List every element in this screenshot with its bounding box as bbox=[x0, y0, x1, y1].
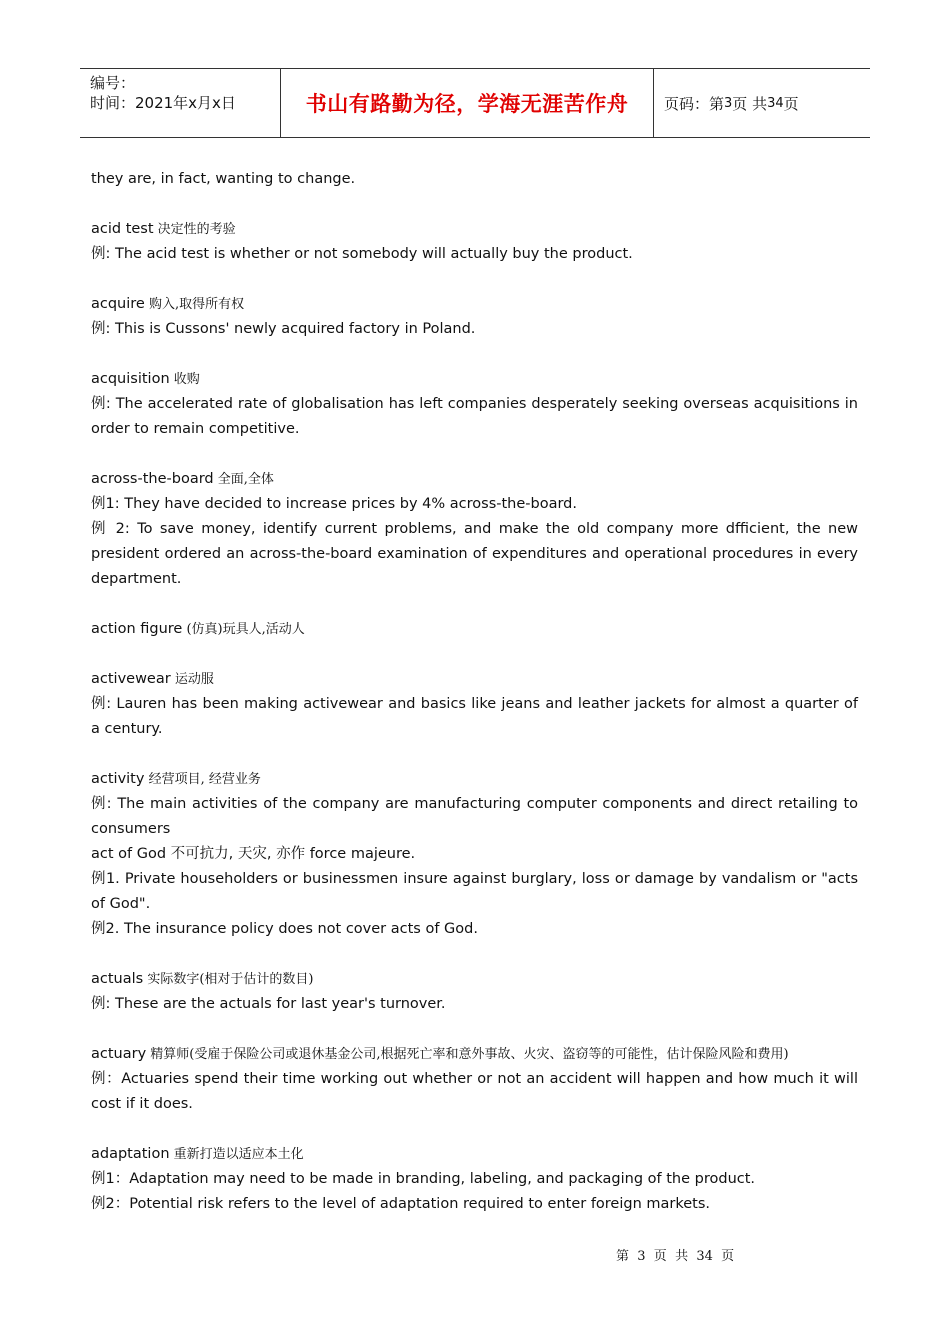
entry-example: 例: The main activities of the company are manufacturing computer components and direct retailing to consumers bbox=[91, 796, 863, 837]
entry-spacer bbox=[91, 267, 858, 292]
entry-heading bbox=[91, 767, 858, 792]
entry-translation: 购入,取得所有权 bbox=[144, 297, 245, 312]
entry-translation: (仿真)玩具人,活动人 bbox=[182, 622, 305, 637]
entry-spacer bbox=[91, 192, 858, 217]
entry-example: 例1. Private householders or businessmen insure against burglary, loss or damage by vandalism or "acts of God". bbox=[91, 871, 863, 912]
entry-heading bbox=[91, 292, 858, 317]
document-number-label: 编号： bbox=[90, 74, 136, 92]
entry-translation: 收购 bbox=[169, 372, 200, 387]
entry-heading bbox=[91, 1142, 858, 1167]
header-motto: 书山有路勤为径，学海无涯苦作舟 bbox=[281, 69, 654, 137]
entry-translation: 全面,全体 bbox=[213, 472, 274, 487]
page-mid: 页 共 bbox=[732, 94, 768, 113]
entry-example: 例: Lauren has been making activewear and basics like jeans and leather jackets for almost a quarter of a century. bbox=[91, 696, 863, 737]
entry-translation: 重新打造以适应本土化 bbox=[169, 1147, 304, 1162]
entry-heading bbox=[91, 217, 858, 242]
entry-spacer bbox=[91, 1017, 858, 1042]
entry-heading bbox=[91, 467, 858, 492]
entry-example: 例: The acid test is whether or not somebody will actually buy the product. bbox=[91, 246, 633, 262]
entry-term: acid test bbox=[91, 221, 154, 237]
glossary-entry bbox=[91, 1142, 858, 1217]
entry-term: actuals bbox=[91, 971, 144, 987]
entry-spacer bbox=[91, 1117, 858, 1142]
entry-example: they are, in fact, wanting to change. bbox=[91, 171, 356, 187]
entry-spacer bbox=[91, 442, 858, 467]
footer-page-number: 第 3 页 共 34 页 bbox=[616, 1249, 735, 1264]
glossary-entry bbox=[91, 467, 863, 592]
page-total: 34 bbox=[767, 95, 784, 111]
entry-heading bbox=[91, 1042, 858, 1067]
entry-spacer bbox=[91, 942, 858, 967]
glossary-entry bbox=[91, 667, 863, 742]
page-header bbox=[80, 68, 870, 138]
entry-example: 例: This is Cussons' newly acquired factory in Poland. bbox=[91, 321, 476, 337]
entry-translation: 运动服 bbox=[170, 672, 214, 687]
glossary-entry bbox=[91, 617, 858, 642]
entry-translation: 精算师(受雇于保险公司或退休基金公司,根据死亡率和意外事故、火灾、盗窃等的可能性，估计保险风险和费用) bbox=[146, 1047, 789, 1062]
entry-example: 例: The accelerated rate of globalisation has left companies desperately seeking overseas acquisitions in order to remain competitive. bbox=[91, 396, 863, 437]
entry-example: 例1: They have decided to increase prices by 4% across-the-board. bbox=[91, 496, 577, 512]
entry-heading bbox=[91, 367, 858, 392]
glossary-entry bbox=[91, 292, 858, 342]
entry-term: activewear bbox=[91, 671, 171, 687]
entry-example: 例 2: To save money, identify current problems, and make the old company more dfficient, the new president ordered an across-the-board examination of expenditures and operational procedures in every department. bbox=[91, 521, 863, 587]
entry-example: 例：Actuaries spend their time working out whether or not an accident will happen and how much it will cost if it does. bbox=[91, 1071, 863, 1112]
entry-heading bbox=[91, 617, 858, 642]
entry-spacer bbox=[91, 342, 858, 367]
page-prefix: 页码：第 bbox=[664, 94, 725, 113]
entry-example: act of God 不可抗力, 天灾, 亦作 force majeure. bbox=[91, 846, 416, 862]
entry-term: adaptation bbox=[91, 1146, 170, 1162]
page-suffix: 页 bbox=[783, 94, 799, 113]
glossary-content bbox=[91, 167, 863, 1217]
entry-term: action figure bbox=[91, 621, 183, 637]
entry-term: across-the-board bbox=[91, 471, 214, 487]
document-time-label: 时间：2021年x月x日 bbox=[90, 94, 236, 112]
glossary-entry bbox=[91, 167, 858, 192]
entry-term: acquisition bbox=[91, 371, 170, 387]
entry-heading bbox=[91, 967, 858, 992]
entry-translation: 决定性的考验 bbox=[153, 222, 236, 237]
glossary-entry bbox=[91, 367, 863, 442]
entry-example: 例: These are the actuals for last year's turnover. bbox=[91, 996, 446, 1012]
glossary-entry bbox=[91, 967, 858, 1017]
entry-spacer bbox=[91, 592, 858, 617]
glossary-entry bbox=[91, 767, 863, 942]
header-meta bbox=[80, 69, 281, 137]
entry-spacer bbox=[91, 642, 858, 667]
glossary-entry bbox=[91, 1042, 863, 1117]
entry-translation: 实际数字(相对于估计的数目) bbox=[143, 972, 314, 987]
entry-spacer bbox=[91, 742, 858, 767]
entry-term: activity bbox=[91, 771, 145, 787]
entry-example: 例2. The insurance policy does not cover acts of God. bbox=[91, 921, 478, 937]
glossary-entry bbox=[91, 217, 858, 267]
header-page-info bbox=[654, 69, 870, 137]
entry-term: actuary bbox=[91, 1046, 147, 1062]
entry-heading bbox=[91, 667, 858, 692]
entry-example: 例1：Adaptation may need to be made in branding, labeling, and packaging of the product. bbox=[91, 1171, 756, 1187]
page-current: 3 bbox=[724, 95, 733, 111]
entry-term: acquire bbox=[91, 296, 145, 312]
entry-example: 例2：Potential risk refers to the level of adaptation required to enter foreign markets. bbox=[91, 1196, 711, 1212]
entry-translation: 经营项目, 经营业务 bbox=[144, 772, 261, 787]
